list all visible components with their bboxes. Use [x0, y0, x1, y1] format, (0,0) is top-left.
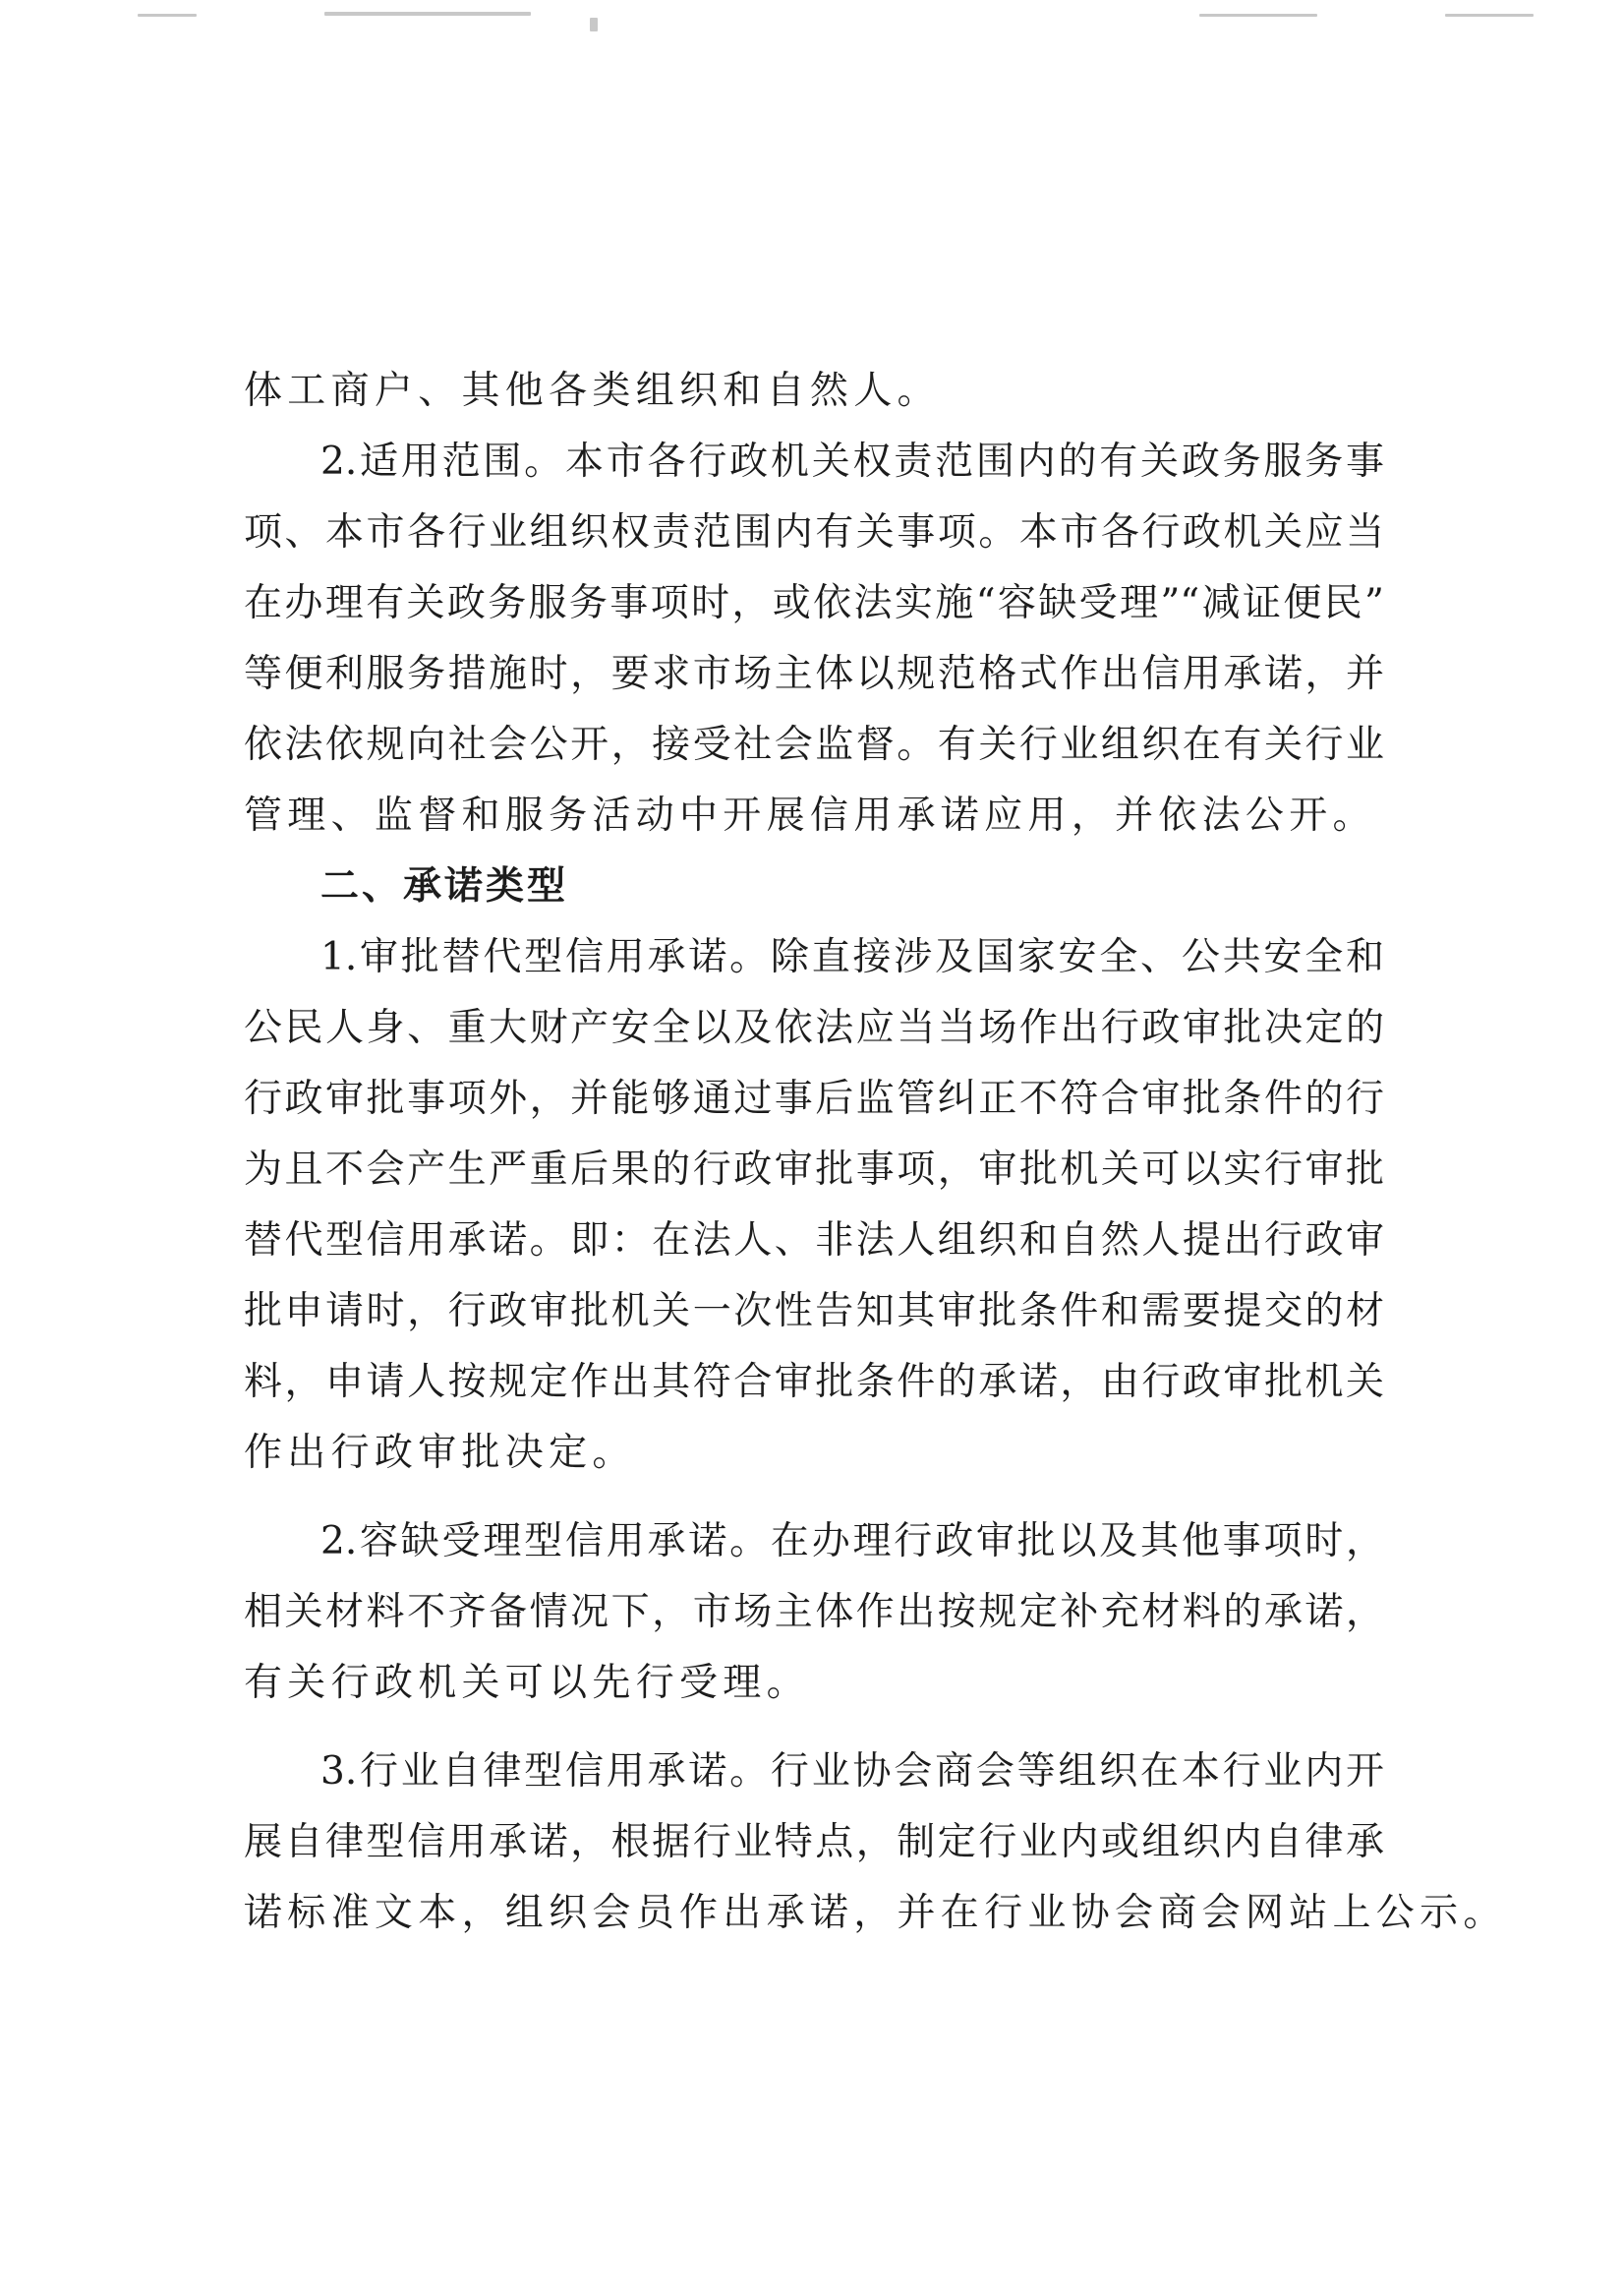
document-body	[244, 356, 1507, 1949]
paragraph-line: 诺标准文本，组织会员作出承诺，并在行业协会商会网站上公示。	[244, 1891, 1507, 1935]
paragraph-line: 在办理有关政务服务事项时，或依法实施“容缺受理”“减证便民”	[244, 581, 1384, 625]
paragraph-gap	[244, 1489, 1384, 1506]
paragraph-line: 批申请时，行政审批机关一次性告知其审批条件和需要提交的材	[244, 1289, 1384, 1333]
scan-artifact	[1199, 14, 1317, 17]
paragraph	[244, 427, 1384, 852]
paragraph-line: 项、本市各行业组织权责范围内有关事项。本市各行政机关应当	[244, 510, 1384, 555]
paragraph-line: 公民人身、重大财产安全以及依法应当当场作出行政审批决定的	[244, 1006, 1384, 1050]
paragraph-gap	[244, 1719, 1384, 1737]
paragraph-line: 依法依规向社会公开，接受社会监督。有关行业组织在有关行业	[244, 723, 1384, 767]
paragraph-line: 替代型信用承诺。即：在法人、非法人组织和自然人提出行政审	[244, 1218, 1384, 1263]
paragraph-line: 为且不会产生严重后果的行政审批事项，审批机关可以实行审批	[244, 1148, 1384, 1192]
paragraph	[244, 1506, 1384, 1719]
scan-artifact	[138, 14, 197, 17]
paragraph	[244, 1737, 1507, 1949]
section-heading	[244, 852, 1384, 922]
paragraph-line: 等便利服务措施时，要求市场主体以规范格式作出信用承诺，并	[244, 652, 1384, 696]
scan-artifact	[1445, 14, 1534, 17]
paragraph-line: 管理、监督和服务活动中开展信用承诺应用，并依法公开。	[244, 794, 1376, 838]
paragraph	[244, 922, 1384, 1489]
paragraph-line: 相关材料不齐备情况下，市场主体作出按规定补充材料的承诺，	[244, 1590, 1384, 1634]
paragraph-line: 有关行政机关可以先行受理。	[244, 1661, 810, 1705]
paragraph-line: 1.审批替代型信用承诺。除直接涉及国家安全、公共安全和	[320, 935, 1384, 979]
paragraph-line: 2.容缺受理型信用承诺。在办理行政审批以及其他事项时，	[320, 1519, 1384, 1563]
scan-artifact	[324, 12, 531, 16]
paragraph-line: 展自律型信用承诺，根据行业特点，制定行业内或组织内自律承	[244, 1820, 1384, 1864]
paragraph-line: 料，申请人按规定作出其符合审批条件的承诺，由行政审批机关	[244, 1360, 1384, 1404]
paragraph-line: 体工商户、其他各类组织和自然人。	[244, 369, 941, 413]
paragraph-line: 3.行业自律型信用承诺。行业协会商会等组织在本行业内开	[320, 1749, 1384, 1794]
paragraph-line: 行政审批事项外，并能够通过事后监管纠正不符合审批条件的行	[244, 1077, 1384, 1121]
paragraph	[244, 356, 1384, 427]
scan-artifact	[590, 18, 598, 31]
paragraph-line: 作出行政审批决定。	[244, 1431, 636, 1475]
paragraph-line: 2.适用范围。本市各行政机关权责范围内的有关政务服务事	[320, 440, 1384, 484]
heading-text: 二、承诺类型	[320, 864, 569, 909]
